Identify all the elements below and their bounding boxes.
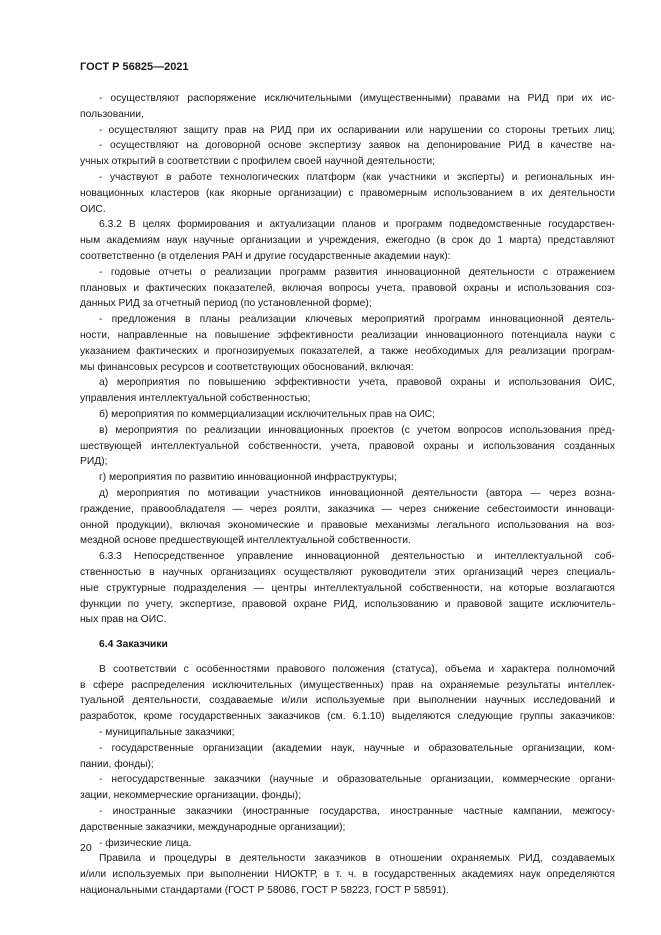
text-line: и/или используемых при выполнении НИОКТР, в т. ч. в государственных академиях наук определяются (80, 869, 615, 881)
section-gap (80, 653, 615, 662)
text-line: мы финансовых ресурсов и соответствующих обоснований, включая: (80, 361, 414, 373)
text-line: граждение, правообладателя — через роялти, заказчика — через снижение себестоимости инноваци- (80, 503, 615, 515)
text-line: ные структурные подразделения — центры интеллектуальной собственности, на которые возлагаются (80, 582, 615, 594)
text-line: - государственные организации (академии наук, научные и образовательные организации, ком- (99, 742, 615, 754)
text-line: ОИС. (80, 203, 106, 215)
text-line: функции по учету, экспертизе, правовой охране РИД, использованию и правовой защите исключитель- (80, 598, 615, 610)
text-line: г) мероприятия по развитию инновационной инфраструктуры; (99, 472, 397, 484)
text-line: новационных кластеров (как якорные организации) с правомерным использованием в их деятельности (80, 187, 615, 199)
text-line: ности, направленные на повышение эффективности реализации инновационного потенциала науки с (80, 329, 615, 341)
text-line: соответственно (в отделения РАН и другие государственные академии наук): (80, 250, 451, 262)
text-line: б) мероприятия по коммерциализации исключительных прав на ОИС; (99, 408, 435, 420)
page-number: 20 (80, 842, 92, 854)
text-line: управления интеллектуальной собственностью; (80, 393, 311, 405)
text-line: пользовании, (80, 108, 144, 120)
text-line: дарственные заказчики, международные организации); (80, 821, 346, 833)
text-line: РИД); (80, 456, 108, 468)
text-line: - осуществляют распоряжение исключительными (имущественными) правами на РИД при их ис- (99, 93, 615, 104)
text-line: данных РИД за отчетный период (по установленной форме); (80, 298, 372, 310)
text-line: шествующей интеллектуальной собственности, учета, правовой охраны и использования созданных (80, 440, 615, 452)
text-line: - осуществляют защиту прав на РИД при их оспаривании или нарушении со стороны третьих лиц; (99, 124, 615, 136)
text-line: в) мероприятия по реализации инновационных проектов (с учетом вопросов использования пред- (99, 424, 615, 436)
text-line: онной продукции), включая экономические и правовые механизмы легального использования на воз- (80, 519, 615, 531)
section-heading: 6.4 Заказчики (99, 639, 168, 651)
text-line: - негосударственные заказчики (научные и образовательные организации, коммерческие органи- (99, 774, 615, 786)
text-line: разработок, кроме государственных заказчиков (см. 6.1.10) выделяются следующие группы заказчиков: (80, 711, 615, 723)
section-gap (80, 628, 615, 637)
text-line: национальными стандартами (ГОСТ Р 58086, ГОСТ Р 58223, ГОСТ Р 58591). (80, 885, 449, 897)
text-line: ственностью в научных организациях осуществляют руководители этих организаций через специаль- (80, 566, 615, 578)
text-line: пании, фонды); (80, 758, 154, 770)
text-line: плановых и фактических показателей, включая вопросы учета, правовой охраны и использования соз- (80, 282, 615, 294)
text-line: 6.3.2 В целях формирования и актуализации планов и программ подведомственные государствен- (99, 219, 615, 231)
document-header: ГОСТ Р 56825—2021 (80, 61, 189, 73)
text-line: туальной деятельности, создаваемые и/или используемые при выполнении научных исследований и (80, 695, 615, 707)
text-line: Правила и процедуры в деятельности заказчиков в отношении охраняемых РИД, создаваемых (99, 853, 615, 865)
text-line: - участвуют в работе технологических платформ (как участники и эксперты) и региональных ин- (99, 171, 615, 183)
text-line: - иностранные заказчики (иностранные государства, иностранные частные кампании, межгосу- (99, 806, 615, 818)
document-body (80, 91, 615, 899)
text-line: - предложения в планы реализации ключевых мероприятий программ инновационной деятель- (99, 314, 615, 326)
text-line: д) мероприятия по мотивации участников инновационной деятельности (автора — через возна- (99, 487, 615, 499)
text-line: 6.3.3 Непосредственное управление инновационной деятельностью и интеллектуальной соб- (99, 551, 615, 563)
text-line: - муниципальные заказчики; (99, 727, 235, 739)
text-line: мездной основе предшествующей интеллектуальной собственности. (80, 535, 411, 547)
text-line: - физические лица. (99, 837, 192, 849)
text-line: а) мероприятия по повышению эффективности учета, правовой охраны и использования ОИС, (99, 377, 615, 389)
text-line: В соответствии с особенностями правового положения (статуса), объема и характера полномочий (99, 663, 615, 675)
text-line: учных открытий в соответствии с профилем своей научной деятельности; (80, 156, 436, 168)
text-line: - годовые отчеты о реализации программ развития инновационной деятельности с отражением (99, 266, 615, 278)
text-line: ных прав на ОИС. (80, 614, 167, 626)
text-line: указанием фактических и прогнозируемых показателей, а также необходимых для реализации програм- (80, 345, 615, 357)
text-line: ным академиям наук научные организации и учреждения, ежегодно (в срок до 1 марта) представляют (80, 235, 615, 247)
text-line: - осуществляют на договорной основе экспертизу заявок на депонирование РИД в качестве на- (99, 140, 615, 152)
text-line: зации, некоммерческие организации, фонды); (80, 790, 302, 802)
text-line: в сфере распределения исключительных (имущественных) прав на охраняемые результаты интеллек- (80, 679, 615, 691)
